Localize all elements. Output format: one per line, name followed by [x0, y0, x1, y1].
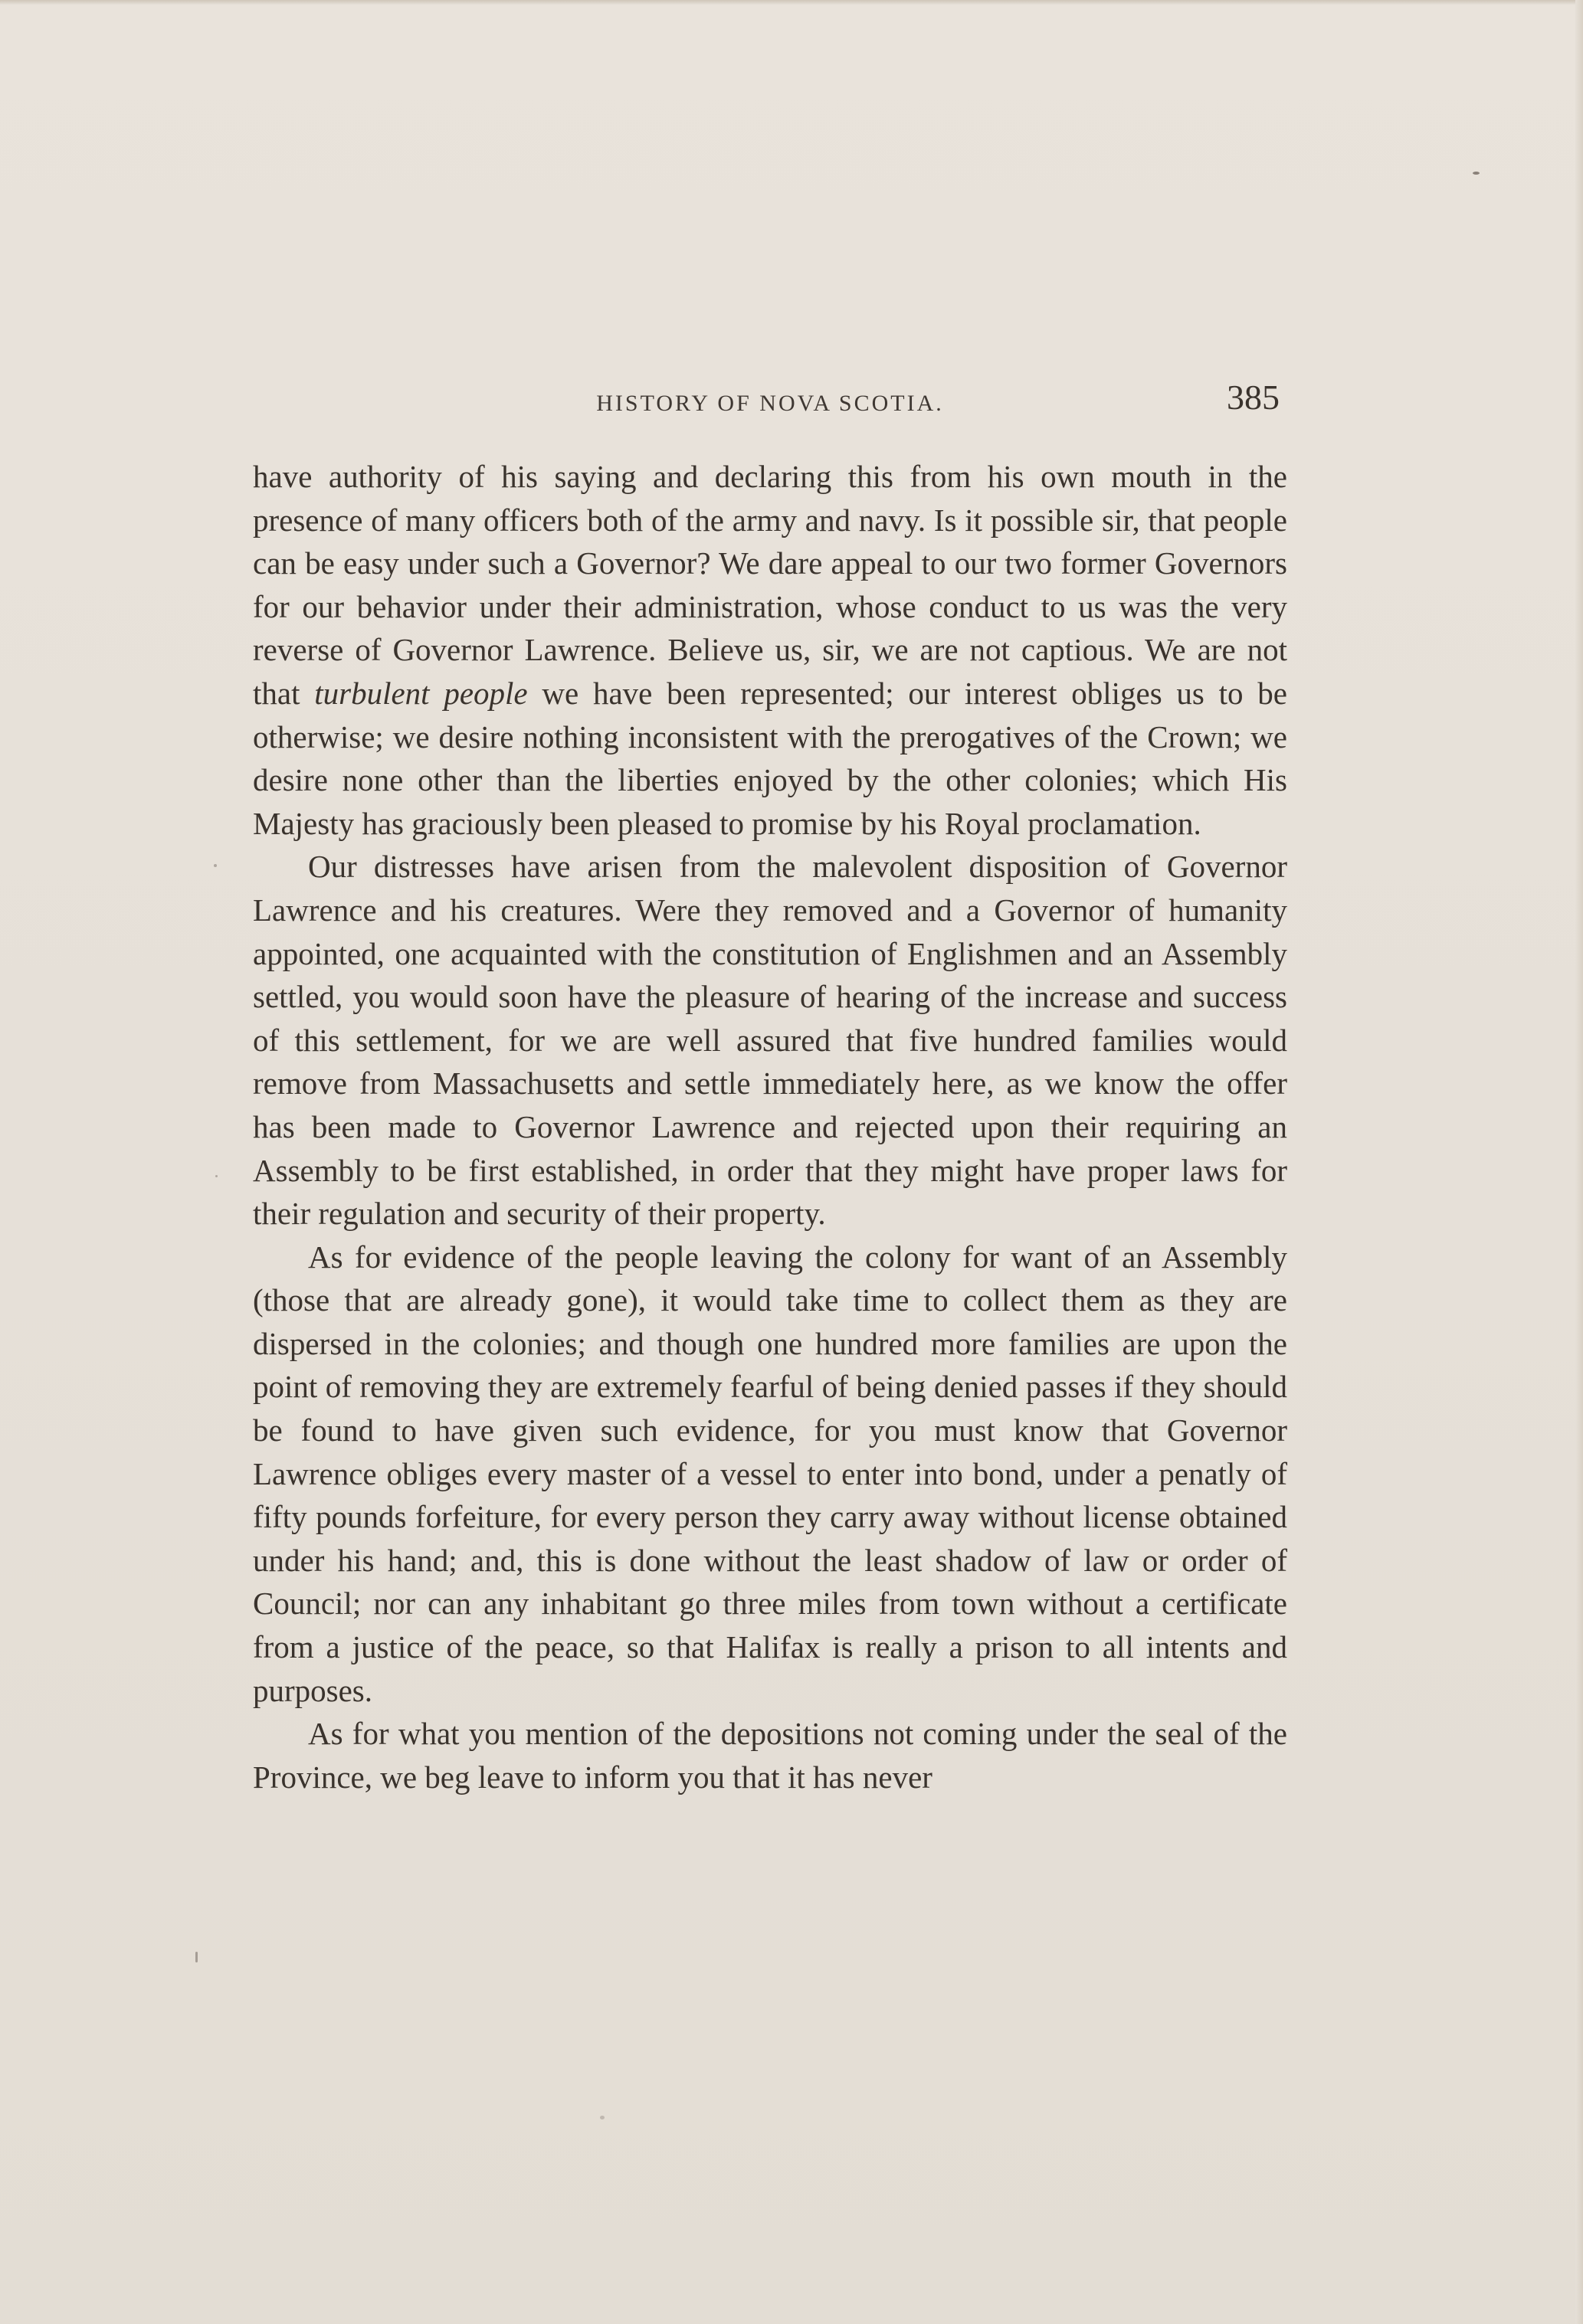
paper-speck: [214, 864, 217, 867]
paper-speck: [195, 1952, 198, 1962]
page-top-edge: [0, 0, 1583, 5]
paragraph-3: As for evidence of the people leaving the colony for want of an Assembly (those that are already gone), it would take time to collect them as they are dispersed in the colonies; and though one hundred more families are upon the point of removing they are extremely fearful of being denied passes if they should be found to have given such evidence, for you must know that Governor Lawrence obliges every master of a vessel to enter into bond, under a penatly of fifty pounds forfeiture, for every person they carry away without license obtained under his hand; and, this is done without the least shadow of law or order of Council; nor can any inhabitant go three miles from town without a certificate from a justice of the peace, so that Halifax is really a prison to all intents and purposes.: [253, 1239, 1287, 1708]
emphasis-turbulent-people: turbulent people: [314, 675, 528, 711]
paper-speck: [1473, 172, 1480, 175]
page-number: 385: [1227, 378, 1280, 417]
paragraph-1-start: have authority of his saying and declaring this from his own mouth in the presence of many officers both of the army and navy. Is it possible sir, that people can be easy under such a Governor? We dare appeal to our two former Governors for our behavior under their administration, whose conduct to us was the very reverse of Governor Lawrence. Believe us, sir, we are not captious. We are not that: [253, 459, 1287, 711]
paragraph-1: [253, 455, 1287, 845]
paragraph-2: Our distresses have arisen from the malevolent disposition of Governor Lawrence and his creatures. Were they removed and a Governor of humanity appointed, one acquainted with the constitution of Englishmen and an Assembly settled, you would soon have the pleasure of hearing of the increase and success of this settlement, for we are well assured that five hundred families would remove from Massachusetts and settle immediately here, as we know the offer has been made to Governor Lawrence and rejected upon their requiring an Assembly to be first established, in order that they might have proper laws for their regulation and security of their property.: [253, 849, 1287, 1232]
paragraph-4: As for what you mention of the depositions not coming under the seal of the Province, we beg leave to inform you that it has never: [253, 1716, 1287, 1795]
paragraph-1-end: we have been represented; our interest obliges us to be otherwise; we desire nothing inconsistent with the prerogatives of the Crown; we desire none other than the liberties enjoyed by the other colonies; which His Majesty has graciously been pleased to promise by his Royal proclamation.: [253, 675, 1287, 841]
page-right-edge: [1575, 0, 1583, 2324]
body-text: [253, 455, 1287, 1799]
paper-speck: [600, 2116, 605, 2119]
running-header: [253, 377, 1287, 430]
paper-speck: [215, 1175, 218, 1177]
running-head-title: HISTORY OF NOVA SCOTIA.: [596, 391, 944, 416]
